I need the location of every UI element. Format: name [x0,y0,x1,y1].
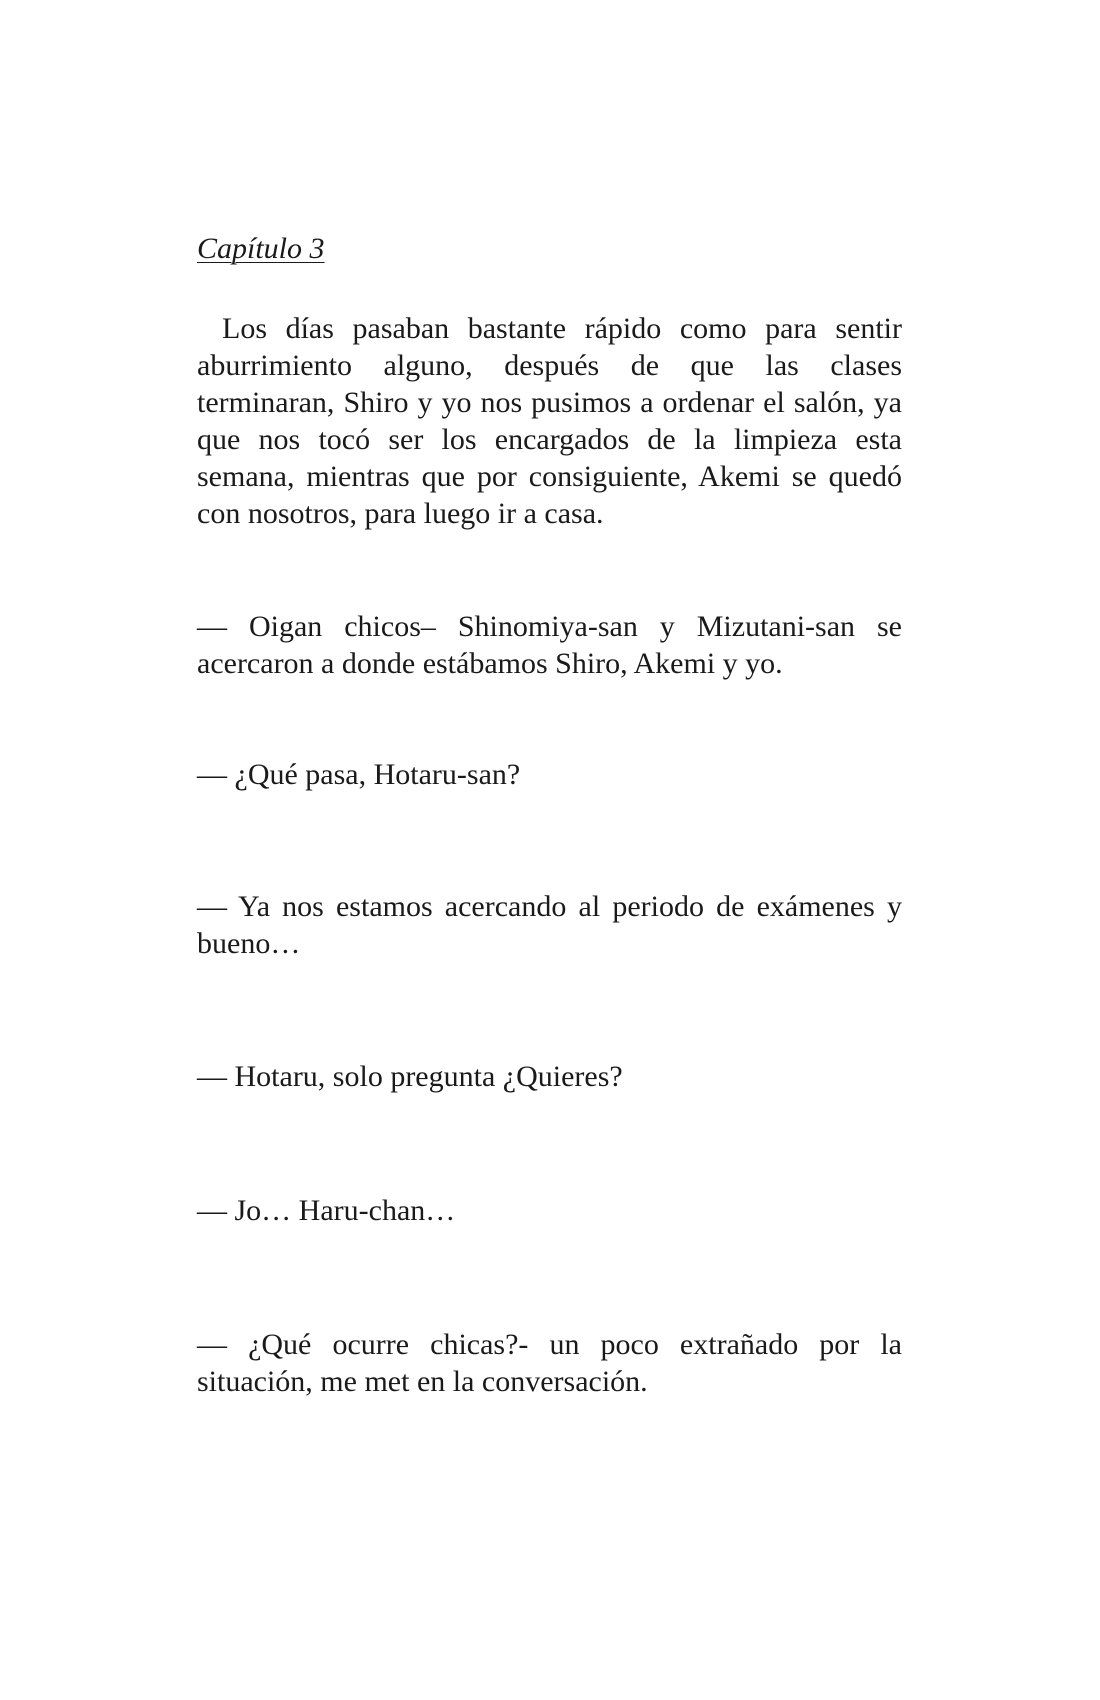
dialogue-line: — ¿Qué pasa, Hotaru-san? [197,758,521,791]
dialogue-line: — Oigan chicos– Shinomiya-san y Mizutani-san se acercaron a donde estábamos Shiro, Akemi y yo. [197,610,902,680]
dialogue-line: — ¿Qué ocurre chicas?- un poco extrañado por la situación, me met en la conversación. [197,1328,902,1398]
narration-paragraph: Los días pasaban bastante rápido como para sentir aburrimiento alguno, después de que las clases terminaran, Shiro y yo nos pusimos a ordenar el salón, ya que nos tocó ser los encargados de la limpieza esta semana, mientras que por consiguiente, Akemi se quedó con nosotros, para luego ir a casa. [197,312,902,530]
dialogue-line: — Ya nos estamos acercando al periodo de exámenes y bueno… [197,890,902,960]
dialogue-line: — Hotaru, solo pregunta ¿Quieres? [197,1060,623,1093]
dialogue-line: — Jo… Haru-chan… [197,1194,456,1227]
document-page [197,0,902,1700]
chapter-title: Capítulo 3 [197,232,325,265]
